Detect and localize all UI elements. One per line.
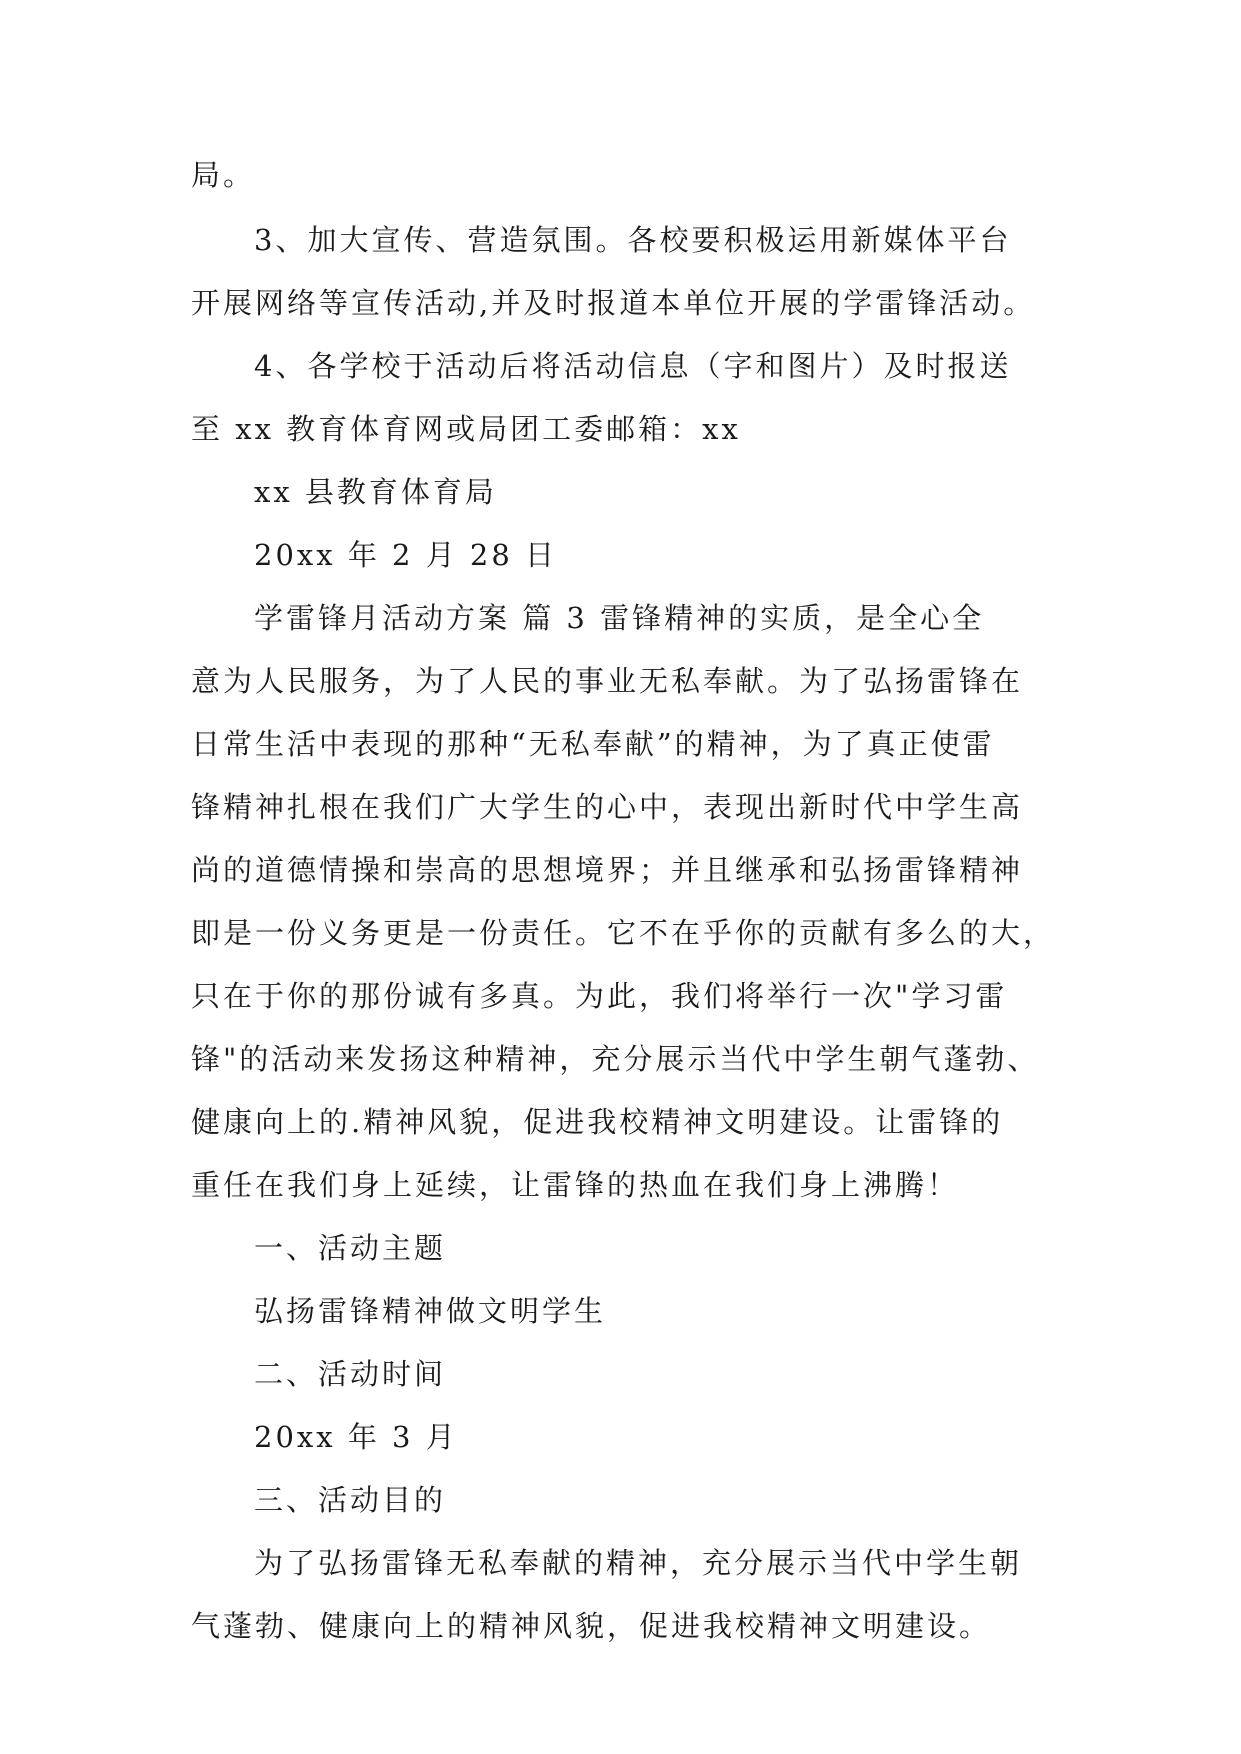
text-line: 尚的道德情操和崇高的思想境界；并且继承和弘扬雷锋精神 bbox=[191, 853, 1024, 887]
text-line: 气蓬勃、健康向上的精神风貌，促进我校精神文明建设。 bbox=[191, 1609, 992, 1643]
signature-org: xx 县教育体育局 bbox=[254, 475, 497, 509]
text-line: 重任在我们身上延续，让雷锋的热血在我们身上沸腾！ bbox=[191, 1168, 960, 1202]
text-line: 局。 bbox=[191, 158, 256, 192]
text-line: 3、加大宣传、营造氛围。各校要积极运用新媒体平台 bbox=[254, 223, 1012, 257]
text-line: 健康向上的.精神风貌，促进我校精神文明建设。让雷锋的 bbox=[191, 1105, 1004, 1139]
text-line: 日常生活中表现的那种“无私奉献”的精神，为了真正使雷 bbox=[191, 727, 995, 761]
text-line: 即是一份义务更是一份责任。它不在乎你的贡献有多么的大， bbox=[191, 916, 1056, 950]
subheading: 三、活动目的 bbox=[254, 1483, 447, 1517]
subheading: 二、活动时间 bbox=[254, 1357, 447, 1391]
text-line: 开展网络等宣传活动,并及时报道本单位开展的学雷锋活动。 bbox=[191, 286, 1036, 320]
text-line: 4、各学校于活动后将活动信息（字和图片）及时报送 bbox=[254, 349, 1012, 383]
signature-date: 20xx 年 2 月 28 日 bbox=[254, 538, 558, 572]
text-line: 为了弘扬雷锋无私奉献的精神，充分展示当代中学生朝 bbox=[254, 1546, 1023, 1580]
text-line: 弘扬雷锋精神做文明学生 bbox=[254, 1294, 607, 1328]
subheading: 一、活动主题 bbox=[254, 1231, 447, 1265]
text-line: 只在于你的那份诚有多真。为此，我们将举行一次"学习雷 bbox=[191, 979, 1008, 1013]
text-line: 锋"的活动来发扬这种精神，充分展示当代中学生朝气蓬勃、 bbox=[191, 1042, 1040, 1076]
text-line: 锋精神扎根在我们广大学生的心中，表现出新时代中学生高 bbox=[191, 790, 1024, 824]
text-line: 20xx 年 3 月 bbox=[254, 1420, 458, 1454]
section-heading: 学雷锋月活动方案 篇 3 雷锋精神的实质，是全心全 bbox=[254, 601, 985, 635]
text-line: 至 xx 教育体育网或局团工委邮箱：xx bbox=[191, 412, 741, 446]
text-line: 意为人民服务，为了人民的事业无私奉献。为了弘扬雷锋在 bbox=[191, 664, 1024, 698]
